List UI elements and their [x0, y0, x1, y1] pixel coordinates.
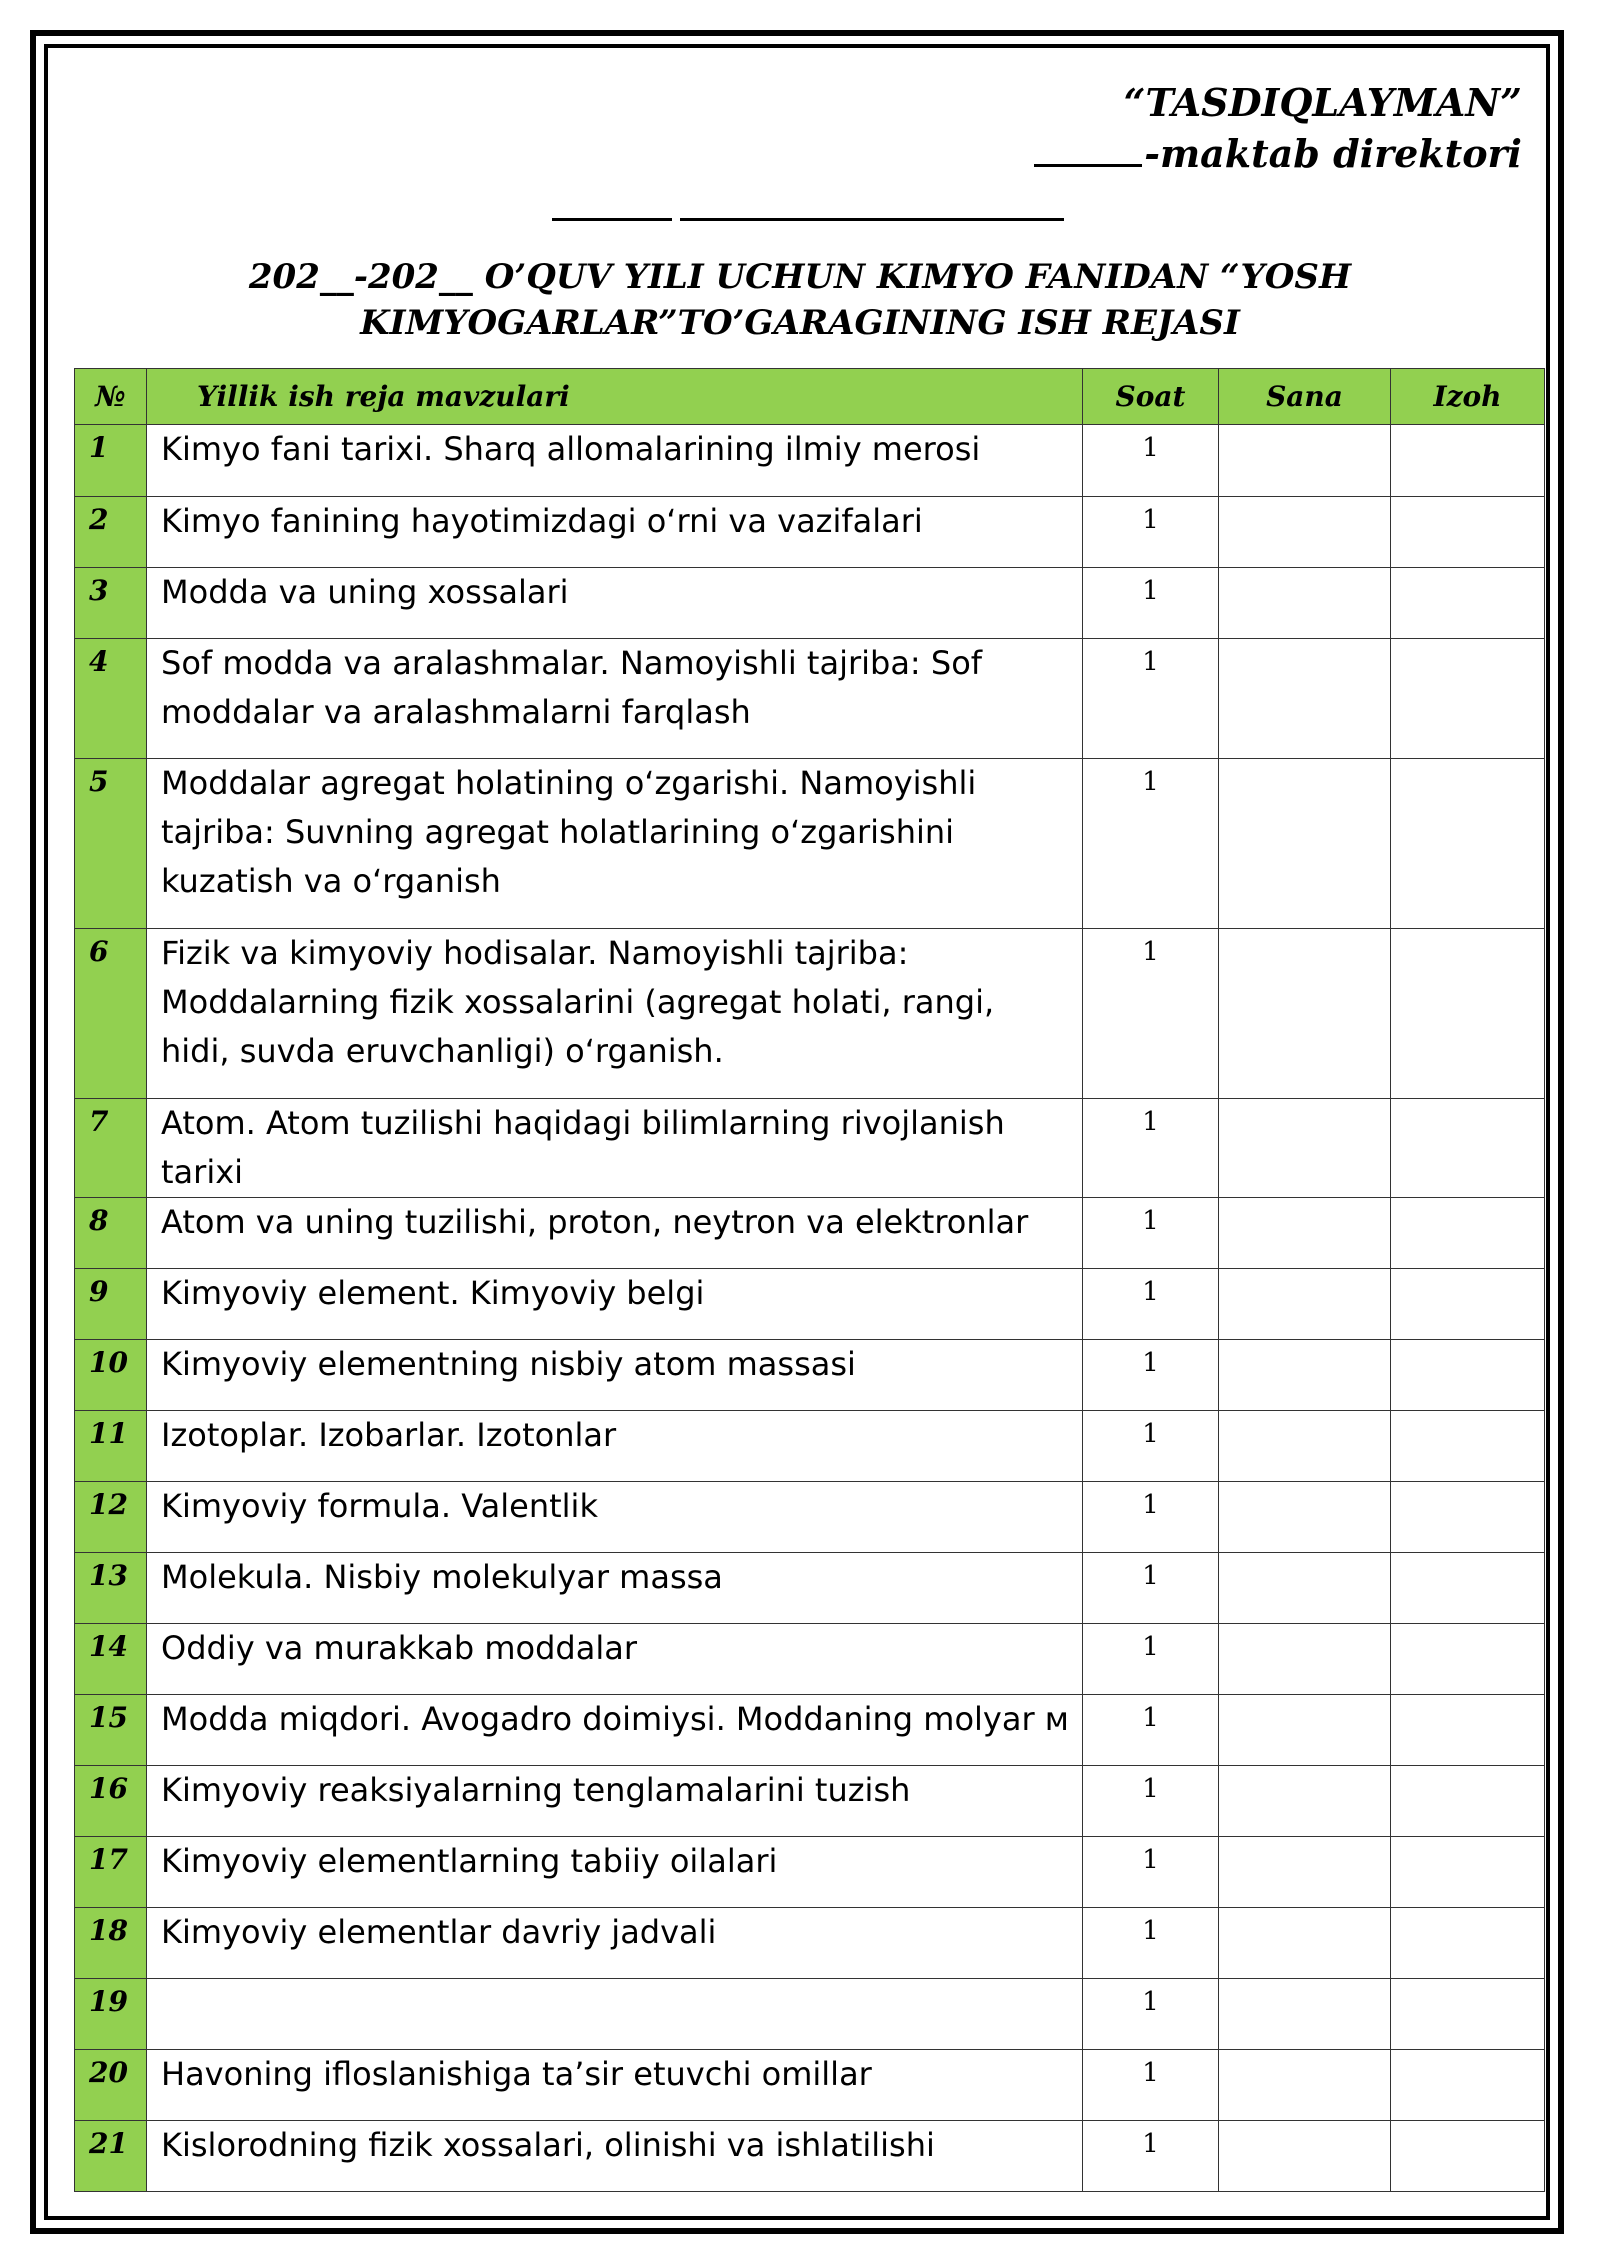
table-row: [75, 1624, 1545, 1695]
row-date: [1219, 1908, 1391, 1979]
row-topic: Modda miqdori. Avogadro doimiysi. Moddaning molyar м: [147, 1695, 1083, 1766]
row-number: 10: [75, 1340, 147, 1411]
row-date: [1219, 1979, 1391, 2050]
table-row: [75, 2050, 1545, 2121]
table-row: [75, 1766, 1545, 1837]
row-number: 12: [75, 1482, 147, 1553]
row-topic: Kimyoviy elementlar davriy jadvali: [147, 1908, 1083, 1979]
row-note: [1391, 1837, 1545, 1908]
table-row: [75, 1340, 1545, 1411]
row-hours: 1: [1083, 425, 1219, 497]
row-date: [1219, 1624, 1391, 1695]
row-date: [1219, 568, 1391, 639]
header-hours: Soat: [1083, 369, 1219, 425]
work-plan-table: [74, 368, 1545, 2192]
row-note: [1391, 1099, 1545, 1198]
row-hours: 1: [1083, 929, 1219, 1099]
row-topic: Moddalar agregat holatining oʻzgarishi. Namoyishli tajriba: Suvning agregat holatlarining oʻzgarishini kuzatish va oʻrganish: [147, 759, 1083, 929]
row-topic: Kimyo fani tarixi. Sharq allomalarining ilmiy merosi: [147, 425, 1083, 497]
row-hours: 1: [1083, 2121, 1219, 2192]
row-number: 13: [75, 1553, 147, 1624]
table-row: [75, 1695, 1545, 1766]
table-row: [75, 1553, 1545, 1624]
table-row: [75, 1837, 1545, 1908]
row-topic: Havoning ifloslanishiga ta’sir etuvchi omillar: [147, 2050, 1083, 2121]
row-hours: 1: [1083, 639, 1219, 759]
row-note: [1391, 1269, 1545, 1340]
table-row: [75, 639, 1545, 759]
table-row: [75, 1198, 1545, 1269]
row-number: 16: [75, 1766, 147, 1837]
row-hours: 1: [1083, 1624, 1219, 1695]
row-date: [1219, 1766, 1391, 1837]
director-label: -maktab direktori: [1144, 131, 1522, 176]
row-hours: 1: [1083, 1482, 1219, 1553]
row-number: 18: [75, 1908, 147, 1979]
row-date: [1219, 1482, 1391, 1553]
row-date: [1219, 1411, 1391, 1482]
name-blank: [680, 218, 1064, 221]
row-number: 21: [75, 2121, 147, 2192]
document-title: [80, 254, 1520, 346]
row-topic: Oddiy va murakkab moddalar: [147, 1624, 1083, 1695]
header-date: Sana: [1219, 369, 1391, 425]
row-number: 2: [75, 497, 147, 568]
row-topic: Sof modda va aralashmalar. Namoyishli tajriba: Sof moddalar va aralashmalarni farqlash: [147, 639, 1083, 759]
row-topic: Atom. Atom tuzilishi haqidagi bilimlarning rivojlanish tarixi: [147, 1099, 1083, 1198]
row-topic: Kimyoviy element. Kimyoviy belgi: [147, 1269, 1083, 1340]
row-number: 4: [75, 639, 147, 759]
row-hours: 1: [1083, 2050, 1219, 2121]
row-number: 8: [75, 1198, 147, 1269]
table-row: [75, 1269, 1545, 1340]
row-topic: Modda va uning xossalari: [147, 568, 1083, 639]
row-date: [1219, 497, 1391, 568]
row-number: 5: [75, 759, 147, 929]
row-hours: 1: [1083, 497, 1219, 568]
row-topic: Kislorodning fizik xossalari, olinishi va ishlatilishi: [147, 2121, 1083, 2192]
table-row: [75, 1411, 1545, 1482]
row-hours: 1: [1083, 1553, 1219, 1624]
row-date: [1219, 1553, 1391, 1624]
table-row: [75, 1482, 1545, 1553]
row-date: [1219, 1198, 1391, 1269]
row-topic: Molekula. Nisbiy molekulyar massa: [147, 1553, 1083, 1624]
row-hours: 1: [1083, 759, 1219, 929]
row-number: 7: [75, 1099, 147, 1198]
table-row: [75, 929, 1545, 1099]
row-note: [1391, 759, 1545, 929]
row-hours: 1: [1083, 1766, 1219, 1837]
row-topic: Kimyoviy elementlarning tabiiy oilalari: [147, 1837, 1083, 1908]
table-header-row: [75, 369, 1545, 425]
row-note: [1391, 1979, 1545, 2050]
row-number: 1: [75, 425, 147, 497]
row-note: [1391, 425, 1545, 497]
row-note: [1391, 568, 1545, 639]
row-hours: 1: [1083, 568, 1219, 639]
row-note: [1391, 1624, 1545, 1695]
table-row: [75, 1099, 1545, 1198]
table-row: [75, 425, 1545, 497]
row-date: [1219, 1695, 1391, 1766]
row-number: 15: [75, 1695, 147, 1766]
director-line: [1034, 128, 1522, 179]
row-note: [1391, 1908, 1545, 1979]
row-hours: 1: [1083, 1979, 1219, 2050]
approval-block: [1034, 78, 1522, 179]
row-date: [1219, 1099, 1391, 1198]
title-line-1: 202__-202__ O’QUV YILI UCHUN KIMYO FANIDAN “YOSH: [248, 257, 1352, 297]
row-number: 6: [75, 929, 147, 1099]
row-hours: 1: [1083, 1695, 1219, 1766]
row-hours: 1: [1083, 1198, 1219, 1269]
row-date: [1219, 425, 1391, 497]
row-note: [1391, 2050, 1545, 2121]
row-topic: Izotoplar. Izobarlar. Izotonlar: [147, 1411, 1083, 1482]
header-topics: Yillik ish reja mavzulari: [147, 369, 1083, 425]
row-number: 9: [75, 1269, 147, 1340]
row-date: [1219, 2050, 1391, 2121]
row-hours: 1: [1083, 1837, 1219, 1908]
table-row: [75, 759, 1545, 929]
row-topic: Kimyoviy elementning nisbiy atom massasi: [147, 1340, 1083, 1411]
row-number: 19: [75, 1979, 147, 2050]
row-hours: 1: [1083, 1099, 1219, 1198]
row-note: [1391, 497, 1545, 568]
table-row: [75, 1979, 1545, 2050]
signature-blank: [552, 218, 672, 221]
table-row: [75, 568, 1545, 639]
row-date: [1219, 1269, 1391, 1340]
row-number: 11: [75, 1411, 147, 1482]
title-line-2: KIMYOGARLAR”TO’GARAGINING ISH REJASI: [360, 303, 1240, 343]
row-note: [1391, 1553, 1545, 1624]
row-topic: Kimyoviy reaksiyalarning tenglamalarini tuzish: [147, 1766, 1083, 1837]
row-date: [1219, 1340, 1391, 1411]
row-note: [1391, 2121, 1545, 2192]
school-number-blank: [1034, 128, 1142, 167]
row-topic: Fizik va kimyoviy hodisalar. Namoyishli tajriba: Moddalarning fizik xossalarini (agregat holati, rangi, hidi, suvda eruvchanligi) oʻrganish.: [147, 929, 1083, 1099]
row-number: 17: [75, 1837, 147, 1908]
row-date: [1219, 929, 1391, 1099]
row-note: [1391, 1340, 1545, 1411]
row-date: [1219, 2121, 1391, 2192]
row-hours: 1: [1083, 1340, 1219, 1411]
row-hours: 1: [1083, 1411, 1219, 1482]
row-hours: 1: [1083, 1908, 1219, 1979]
row-note: [1391, 639, 1545, 759]
row-topic: Atom va uning tuzilishi, proton, neytron va elektronlar: [147, 1198, 1083, 1269]
row-note: [1391, 929, 1545, 1099]
row-note: [1391, 1198, 1545, 1269]
row-number: 14: [75, 1624, 147, 1695]
row-topic: [147, 1979, 1083, 2050]
row-note: [1391, 1411, 1545, 1482]
row-date: [1219, 759, 1391, 929]
row-topic: Kimyo fanining hayotimizdagi oʻrni va vazifalari: [147, 497, 1083, 568]
row-date: [1219, 639, 1391, 759]
row-date: [1219, 1837, 1391, 1908]
row-topic: Kimyoviy formula. Valentlik: [147, 1482, 1083, 1553]
header-note: Izoh: [1391, 369, 1545, 425]
row-note: [1391, 1766, 1545, 1837]
row-hours: 1: [1083, 1269, 1219, 1340]
row-number: 20: [75, 2050, 147, 2121]
row-note: [1391, 1482, 1545, 1553]
table-row: [75, 1908, 1545, 1979]
row-note: [1391, 1695, 1545, 1766]
header-number: №: [75, 369, 147, 425]
table-row: [75, 2121, 1545, 2192]
approval-title: “TASDIQLAYMAN”: [1123, 80, 1522, 125]
row-number: 3: [75, 568, 147, 639]
table-row: [75, 497, 1545, 568]
